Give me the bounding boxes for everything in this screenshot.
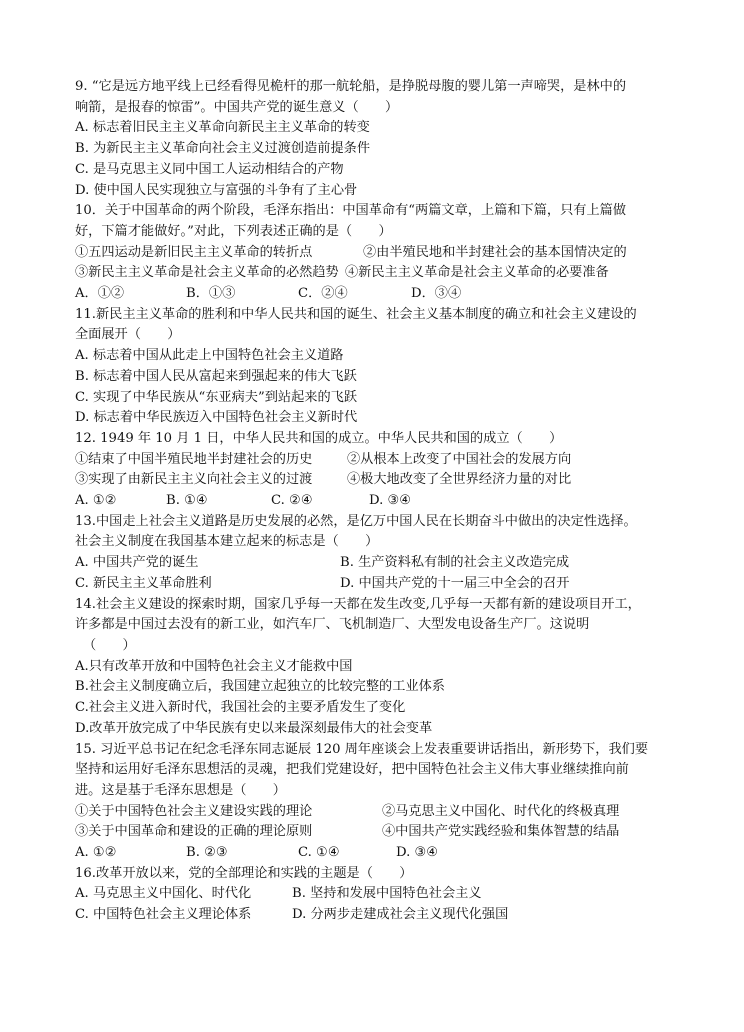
question-9	[75, 77, 675, 201]
statement-row	[75, 243, 675, 264]
choice-row	[75, 843, 675, 864]
answer-option-c: C. 中国特色社会主义理论体系	[75, 907, 252, 923]
option-row	[75, 553, 675, 574]
choice-d: D．③④	[411, 286, 462, 302]
answer-option-a: A.只有改革开放和中国特色社会主义才能救中国	[75, 658, 353, 674]
answer-option-b: B. 标志着中国人民从富起来到强起来的伟大飞跃	[75, 368, 357, 384]
option-row	[75, 884, 675, 905]
option-row	[75, 905, 675, 926]
choice-d: D. ③④	[369, 493, 412, 509]
choice-c: C. ①④	[298, 845, 340, 861]
answer-option-a: A. 中国共产党的诞生	[75, 555, 199, 571]
statement-1: ①关于中国特色社会主义建设实践的理论	[75, 803, 313, 819]
question-stem-line: 好，下篇才能做好。”对此，下列表述正确的是（ ）	[75, 223, 392, 239]
statement-row	[75, 263, 675, 284]
question-stem-line: 许多都是中国过去没有的新工业，如汽车厂、飞机制造厂、大型发电设备生产厂。这说明	[75, 617, 590, 633]
choice-row	[75, 491, 675, 512]
statement-row	[75, 822, 675, 843]
question-stem-line: 14.社会主义建设的探索时期，国家几乎每一天都在发生改变,几乎每一天都有新的建设项目开工，	[75, 596, 641, 612]
statement-4: ④新民主主义革命是社会主义革命的必要准备	[345, 265, 609, 281]
choice-row	[75, 284, 675, 305]
choice-c: C．②④	[298, 286, 348, 302]
choice-c: C. ②④	[271, 493, 313, 509]
choice-b: B. ①④	[166, 493, 208, 509]
answer-option-c: C. 新民主主义革命胜利	[75, 575, 212, 591]
answer-option-c: C. 是马克思主义同中国工人运动相结合的产物	[75, 161, 344, 177]
question-stem-line: 12. 1949 年 10 月 1 日，中华人民共和国的成立。中华人民共和国的成立（ ）	[75, 430, 563, 446]
statement-3: ③新民主主义革命是社会主义革命的必然趋势	[75, 265, 339, 281]
answer-option-b: B.社会主义制度确立后，我国建立起独立的比较完整的工业体系	[75, 679, 445, 695]
statement-2: ②从根本上改变了中国社会的发展方向	[347, 451, 572, 467]
answer-option-a: A. 标志着旧民主主义革命向新民主主义革命的转变	[75, 120, 370, 136]
question-sheet	[75, 77, 675, 926]
answer-option-b: B. 生产资料私有制的社会主义改造完成	[340, 555, 570, 571]
statement-1: ①五四运动是新旧民主主义革命的转折点	[75, 244, 313, 260]
answer-option-d: D. 分两步走建成社会主义现代化强国	[292, 907, 509, 923]
statement-2: ②马克思主义中国化、时代化的终极真理	[382, 803, 620, 819]
option-row	[75, 574, 675, 595]
answer-option-c: C. 实现了中华民族从“东亚病夫”到站起来的飞跃	[75, 389, 358, 405]
statement-1: ①结束了中国半殖民地半封建社会的历史	[75, 451, 313, 467]
statement-row	[75, 450, 675, 471]
question-stem-line: 11.新民主主义革命的胜利和中华人民共和国的诞生、社会主义基本制度的确立和社会主义建设的	[75, 306, 637, 322]
question-stem-line: 10．关于中国革命的两个阶段，毛泽东指出：中国革命有“两篇文章，上篇和下篇，只有上篇做	[75, 203, 627, 219]
statement-4: ④极大地改变了全世界经济力量的对比	[347, 472, 572, 488]
answer-option-d: D.改革开放完成了中华民族有史以来最深刻最伟大的社会变革	[75, 720, 433, 736]
answer-option-d: D. 中国共产党的十一届三中全会的召开	[340, 575, 570, 591]
choice-d: D. ③④	[396, 845, 439, 861]
question-stem-line: （ ）	[83, 637, 136, 653]
statement-row	[75, 802, 675, 823]
answer-option-b: B. 为新民主主义革命向社会主义过渡创造前提条件	[75, 141, 371, 157]
answer-option-d: D. 使中国人民实现独立与富强的斗争有了主心骨	[75, 182, 358, 198]
statement-row	[75, 470, 675, 491]
choice-b: B. ②③	[186, 845, 228, 861]
question-16	[75, 864, 675, 926]
answer-option-a: A. 标志着中国从此走上中国特色社会主义道路	[75, 348, 344, 364]
question-stem-line: 坚持和运用好毛泽东思想活的灵魂，把我们党建设好，把中国特色社会主义伟大事业继续推向前	[75, 762, 629, 778]
statement-2: ②由半殖民地和半封建社会的基本国情决定的	[363, 244, 627, 260]
choice-a: A. ①②	[75, 845, 117, 861]
question-stem-line: 13.中国走上社会主义道路是历史发展的必然，是亿万中国人民在长期奋斗中做出的决定性选择。	[75, 513, 637, 529]
question-stem-line: 9. “它是远方地平线上已经看得见桅杆的那一航轮船，是挣脱母腹的婴儿第一声啼哭，是林中的	[75, 79, 627, 94]
answer-option-a: A. 马克思主义中国化、时代化	[75, 886, 252, 902]
question-10	[75, 201, 675, 305]
question-stem-line: 全面展开（ ）	[75, 327, 181, 343]
answer-option-b: B. 坚持和发展中国特色社会主义	[292, 886, 482, 902]
statement-4: ④中国共产党实践经验和集体智慧的结晶	[382, 824, 620, 840]
question-11	[75, 305, 675, 429]
choice-b: B．①③	[186, 286, 236, 302]
question-stem-line: 响箭，是报春的惊雷”。中国共产党的诞生意义（ ）	[75, 99, 399, 115]
choice-a: A. ①②	[75, 493, 117, 509]
answer-option-c: C.社会主义进入新时代，我国社会的主要矛盾发生了变化	[75, 700, 406, 716]
question-15	[75, 740, 675, 864]
answer-option-d: D. 标志着中华民族迈入中国特色社会主义新时代	[75, 410, 358, 426]
question-stem-line: 进。这是基于毛泽东思想是（ ）	[75, 782, 286, 798]
question-12	[75, 429, 675, 512]
question-14	[75, 595, 675, 740]
question-stem-line: 16.改革开放以来，党的全部理论和实践的主题是（ ）	[75, 865, 413, 881]
question-stem-line: 15. 习近平总书记在纪念毛泽东同志诞辰 120 周年座谈会上发表重要讲话指出，新形势下，我们要	[75, 741, 649, 757]
question-stem-line: 社会主义制度在我国基本建立起来的标志是（ ）	[75, 534, 379, 550]
statement-3: ③实现了由新民主主义向社会主义的过渡	[75, 472, 313, 488]
statement-3: ③关于中国革命和建设的正确的理论原则	[75, 824, 313, 840]
question-13	[75, 512, 675, 595]
choice-a: A．①②	[75, 286, 125, 302]
